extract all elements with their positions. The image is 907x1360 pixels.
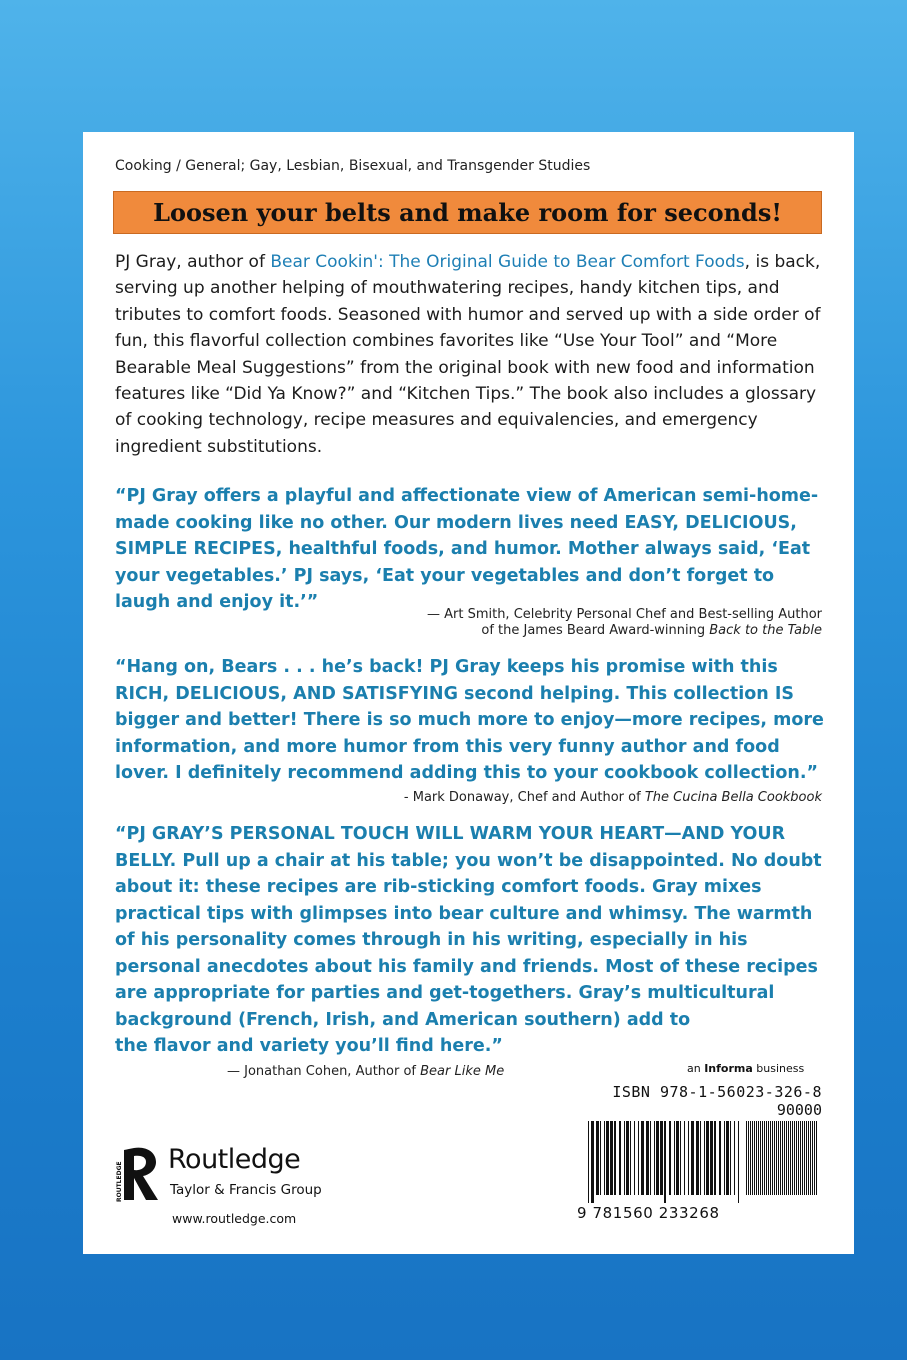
barcode-bar bbox=[782, 1121, 783, 1195]
barcode-bar bbox=[641, 1121, 644, 1195]
attribution-1-line1: — Art Smith, Celebrity Personal Chef and Best-selling Author bbox=[426, 607, 822, 622]
barcode-bar bbox=[778, 1121, 779, 1195]
barcode-bar bbox=[654, 1121, 655, 1195]
barcode-bar bbox=[604, 1121, 605, 1195]
barcode-bar bbox=[756, 1121, 757, 1195]
attribution-1-prefix: of the James Beard Award-winning bbox=[481, 623, 710, 638]
barcode-bar bbox=[768, 1121, 769, 1195]
barcode-bar bbox=[796, 1121, 797, 1195]
barcode-bar bbox=[600, 1121, 601, 1195]
ean-barcode bbox=[588, 1121, 740, 1203]
category-line: Cooking / General; Gay, Lesbian, Bisexual, and Transgender Studies bbox=[115, 158, 591, 174]
barcode-bar bbox=[664, 1121, 666, 1203]
barcode-bar bbox=[688, 1121, 689, 1195]
barcode-bar bbox=[588, 1121, 589, 1203]
barcode-bar bbox=[656, 1121, 659, 1195]
barcode-bar bbox=[730, 1121, 731, 1195]
barcode-bar bbox=[704, 1121, 705, 1195]
barcode-bar bbox=[596, 1121, 599, 1195]
barcode-bar bbox=[814, 1121, 815, 1195]
informa-brand: Informa bbox=[704, 1062, 753, 1075]
barcode-bar bbox=[614, 1121, 616, 1195]
attribution-1-line2 bbox=[427, 623, 822, 639]
barcode-bar bbox=[646, 1121, 649, 1195]
barcode-digits: 9 781560 233268 bbox=[577, 1204, 720, 1222]
isbn-number: ISBN 978-1-56023-326-8 bbox=[612, 1083, 822, 1101]
barcode-bar bbox=[780, 1121, 781, 1195]
barcode-bar bbox=[660, 1121, 663, 1195]
barcode-bar bbox=[816, 1121, 817, 1195]
review-quote-2: “Hang on, Bears . . . he’s back! PJ Gray keeps his promise with this RICH, DELICIOUS, AND SATISFYING second helping. This collection IS bigger and better! There is so much more to enjoy—more recipes, more information, and more humor from this very funny author and food lover. I definitely recommend adding this to your cookbook collection.” bbox=[115, 657, 824, 783]
barcode-bar bbox=[650, 1121, 651, 1195]
original-book-title: Bear Cookin': The Original Guide to Bear Comfort Foods bbox=[270, 252, 745, 272]
barcode-bar bbox=[748, 1121, 749, 1195]
review-quote-3-end: the flavor and variety you’ll find here.” bbox=[115, 1036, 503, 1056]
barcode-bar bbox=[638, 1121, 639, 1195]
barcode-bar bbox=[591, 1121, 594, 1203]
barcode-bar bbox=[788, 1121, 789, 1195]
barcode-bar bbox=[724, 1121, 725, 1195]
barcode-bar bbox=[634, 1121, 635, 1195]
barcode-bar bbox=[760, 1121, 761, 1195]
informa-suffix: business bbox=[752, 1062, 805, 1075]
barcode-bar bbox=[630, 1121, 631, 1195]
review-attribution-2 bbox=[404, 790, 822, 806]
barcode-bar bbox=[684, 1121, 685, 1195]
barcode-bar bbox=[764, 1121, 765, 1195]
barcode-bar bbox=[776, 1121, 777, 1195]
informa-prefix: an bbox=[687, 1062, 705, 1075]
price-code: 90000 bbox=[776, 1101, 822, 1119]
barcode-bar bbox=[762, 1121, 763, 1195]
barcode-bar bbox=[770, 1121, 771, 1195]
barcode-bar bbox=[758, 1121, 759, 1195]
barcode-bar bbox=[691, 1121, 694, 1195]
barcode-bar bbox=[794, 1121, 795, 1195]
routledge-logo-icon bbox=[116, 1144, 162, 1204]
barcode-bar bbox=[798, 1121, 799, 1195]
intro-author-prefix: PJ Gray, author of bbox=[115, 252, 271, 272]
barcode-bar bbox=[706, 1121, 709, 1195]
barcode-bar bbox=[752, 1121, 753, 1195]
barcode-bar bbox=[746, 1121, 747, 1195]
barcode-bar bbox=[676, 1121, 679, 1195]
barcode-bar bbox=[784, 1121, 785, 1195]
attribution-3-work: Bear Like Me bbox=[420, 1064, 505, 1079]
attribution-1-work: Back to the Table bbox=[709, 623, 822, 638]
barcode-bar bbox=[754, 1121, 755, 1195]
review-attribution-1 bbox=[427, 607, 822, 639]
barcode-bar bbox=[696, 1121, 699, 1195]
publisher-group: Taylor & Francis Group bbox=[170, 1182, 322, 1198]
barcode-bar bbox=[766, 1121, 767, 1195]
publisher-url[interactable]: www.routledge.com bbox=[172, 1211, 297, 1226]
barcode-bar bbox=[772, 1121, 773, 1195]
attribution-2-work: The Cucina Bella Cookbook bbox=[644, 790, 822, 805]
barcode-bar bbox=[738, 1121, 739, 1203]
barcode-bar bbox=[624, 1121, 625, 1195]
intro-body: , is back, serving up another helping of mouthwatering recipes, handy kitchen tips, and tributes to comfort foods. Seasoned with humor and served up with a side order of fun, this flavorful collection combines favorites like “Use Your Tool” and “More Bearable Meal Suggestions” from the original book with new food and information features like “Did Ya Know?” and “Kitchen Tips.” The book also includes a glossary of cooking technology, recipe measures and equivalencies, and emergency ingredient substitutions. bbox=[115, 252, 821, 457]
barcode-bar bbox=[810, 1121, 811, 1195]
barcode-bar bbox=[808, 1121, 809, 1195]
barcode-bar bbox=[800, 1121, 801, 1195]
informa-business-note bbox=[687, 1062, 804, 1075]
barcode-bar bbox=[710, 1121, 713, 1195]
barcode-bar bbox=[680, 1121, 681, 1195]
barcode-bar bbox=[790, 1121, 791, 1195]
intro-paragraph bbox=[115, 249, 827, 460]
barcode-bar bbox=[606, 1121, 609, 1195]
back-cover-panel bbox=[83, 132, 854, 1254]
barcode-bar bbox=[619, 1121, 621, 1195]
attribution-2-prefix: - Mark Donaway, Chef and Author of bbox=[403, 790, 645, 805]
barcode-bar bbox=[719, 1121, 721, 1195]
barcode-bar bbox=[812, 1121, 813, 1195]
barcode-bar bbox=[792, 1121, 793, 1195]
barcode-bar bbox=[674, 1121, 675, 1195]
barcode-bar bbox=[806, 1121, 807, 1195]
addon-barcode bbox=[746, 1121, 822, 1203]
barcode-bar bbox=[700, 1121, 701, 1195]
barcode-bar bbox=[610, 1121, 613, 1195]
barcode-bar bbox=[669, 1121, 671, 1195]
barcode-bar bbox=[734, 1121, 735, 1195]
attribution-3-prefix: — Jonathan Cohen, Author of bbox=[227, 1064, 421, 1079]
barcode-bar bbox=[750, 1121, 751, 1195]
barcode-bar bbox=[802, 1121, 803, 1195]
review-quote-1: “PJ Gray offers a playful and affectionate view of American semi-home-made cooking like no other. Our modern lives need EASY, DELICIOUS, SIMPLE RECIPES, healthful foods, and humor. Mother always said, ‘Eat your vegetables.’ PJ says, ‘Eat your vegetables and don’t forget to laugh and enjoy it.’” bbox=[115, 486, 819, 612]
barcode-bar bbox=[714, 1121, 716, 1195]
barcode-bar bbox=[726, 1121, 729, 1195]
barcode-bar bbox=[774, 1121, 775, 1195]
review-attribution-3 bbox=[227, 1064, 504, 1080]
barcode-bar bbox=[626, 1121, 629, 1195]
headline-banner: Loosen your belts and make room for seconds! bbox=[113, 191, 822, 234]
review-quote-3: “PJ GRAY’S PERSONAL TOUCH WILL WARM YOUR HEART—AND YOUR BELLY. Pull up a chair at his table; you won’t be disappointed. No doubt about it: these recipes are rib-sticking comfort foods. Gray mixes practical tips with glimpses into bear culture and whimsy. The warmth of his personality comes through in his writing, especially in his personal anecdotes about his family and friends. Most of these recipes are appropriate for parties and get-togethers. Gray’s multicultural background (French, Irish, and American southern) add to bbox=[115, 824, 822, 1030]
barcode-bar bbox=[786, 1121, 787, 1195]
barcode-bar bbox=[804, 1121, 805, 1195]
routledge-logo-lettering: ROUTLEDGE bbox=[116, 1161, 123, 1202]
publisher-name: Routledge bbox=[168, 1144, 301, 1175]
